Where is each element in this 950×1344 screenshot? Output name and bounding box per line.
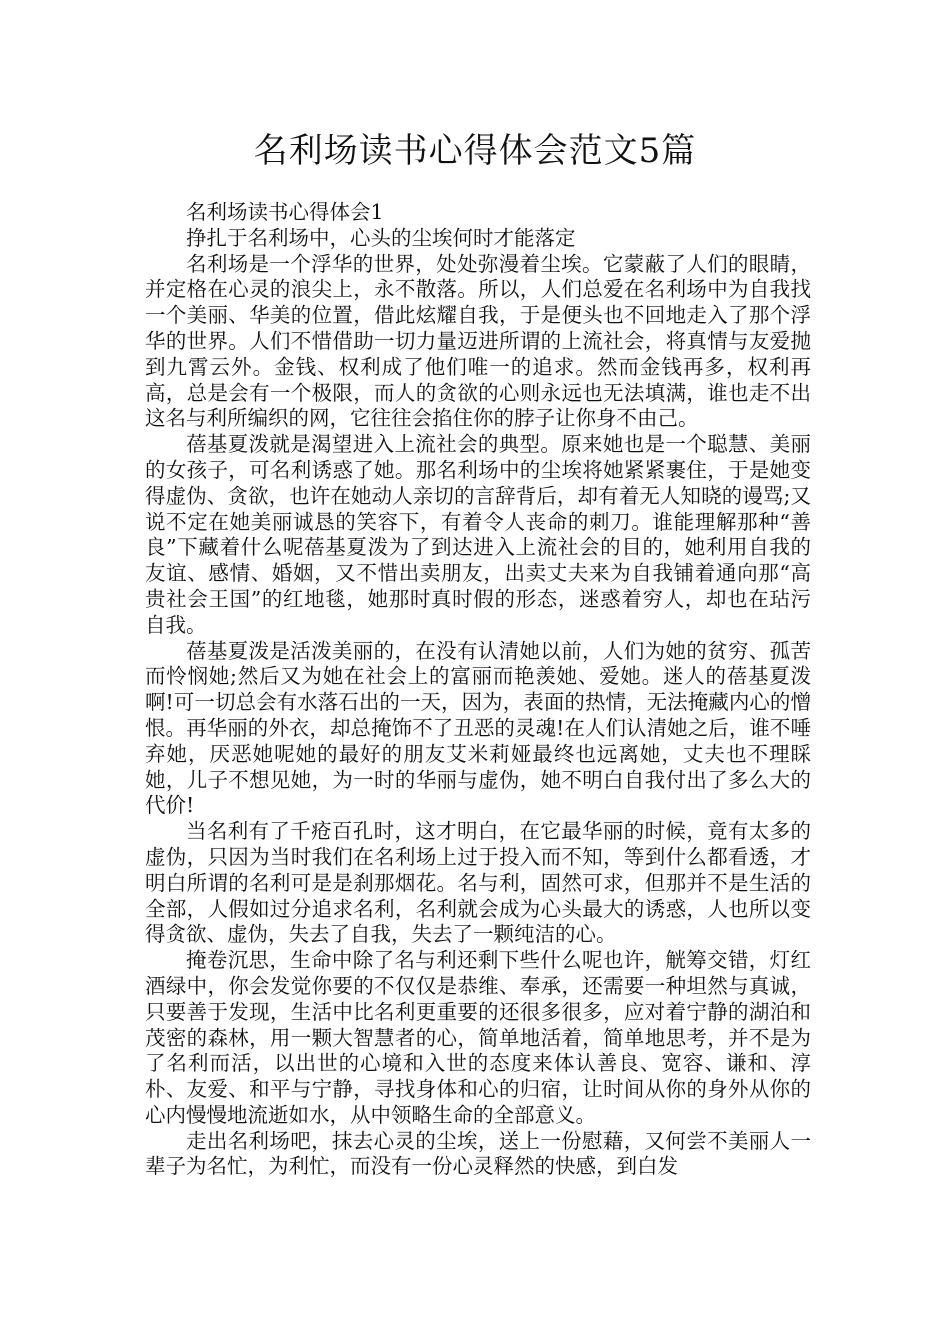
section-subtitle: 挣扎于名利场中，心头的尘埃何时才能落定 [186, 225, 576, 250]
document-body [145, 200, 811, 1180]
paragraph: 名利场是一个浮华的世界，处处弥漫着尘埃。它蒙蔽了人们的眼睛，并定格在心灵的浪尖上，永不散落。所以，人们总爱在名利场中为自我找一个美丽、华美的位置，借此炫耀自我，于是便头也不回地走入了那个浮华的世界。人们不惜借助一切力量迈进所谓的上流社会，将真情与友爱抛到九霄云外。金钱、权利成了他们唯一的追求。然而金钱再多，权利再高，总是会有一个极限，而人的贪欲的心则永远也无法填满，谁也走不出这名与利所编织的网，它往往会掐住你的脖子让你身不由己。 [145, 251, 811, 431]
section-heading: 名利场读书心得体会1 [186, 200, 384, 224]
paragraph: 蓓基夏泼就是渴望进入上流社会的典型。原来她也是一个聪慧、美丽的女孩子，可名利诱惑了她。那名利场中的尘埃将她紧紧裹住，于是她变得虚伪、贪欲，也许在她动人亲切的言辞背后，却有着无人知晓的谩骂;又说不定在她美丽诚恳的笑容下，有着令人丧命的刺刀。谁能理解那种“善良”下藏着什么呢蓓基夏泼为了到达进入上流社会的目的，她利用自我的友谊、感情、婚姻，又不惜出卖朋友，出卖丈夫来为自我铺着通向那“高贵社会王国”的红地毯，她那时真时假的形态，迷惑着穷人，却也在玷污自我。 [145, 432, 811, 637]
paragraph: 蓓基夏泼是活泼美丽的，在没有认清她以前，人们为她的贫穷、孤苦而怜悯她;然后又为她在社会上的富丽而艳羡她、爱她。迷人的蓓基夏泼啊!可一切总会有水落石出的一天，因为，表面的热情，无法掩藏内心的憎恨。再华丽的外衣，却总掩饰不了丑恶的灵魂!在人们认清她之后，谁不唾弃她，厌恶她呢她的最好的朋友艾米莉娅最终也远离她，丈夫也不理睬她，儿子不想见她，为一时的华丽与虚伪，她不明白自我付出了多么大的代价! [145, 638, 811, 818]
paragraph: 当名利有了千疮百孔时，这才明白，在它最华丽的时候，竟有太多的虚伪，只因为当时我们在名利场上过于投入而不知，等到什么都看透，才明白所谓的名利可是是刹那烟花。名与利，固然可求，但那并不是生活的全部，人假如过分追求名利，名利就会成为心头最大的诱惑，人也所以变得贪欲、虚伪，失去了自我，失去了一颗纯洁的心。 [145, 819, 811, 947]
document-title: 名利场读书心得体会范文5篇 [253, 131, 697, 171]
paragraph: 掩卷沉思，生命中除了名与利还剩下些什么呢也许，觥筹交错，灯红酒绿中，你会发觉你要的不仅仅是恭维、奉承，还需要一种坦然与真诚，只要善于发现，生活中比名利更重要的还很多很多，应对着宁静的湖泊和茂密的森林，用一颗大智慧者的心，简单地活着，简单地思考，并不是为了名利而活，以出世的心境和入世的态度来体认善良、宽容、谦和、淳朴、友爱、和平与宁静，寻找身体和心的归宿，让时间从你的身外从你的心内慢慢地流逝如水，从中领略生命的全部意义。 [145, 948, 811, 1127]
paragraph: 走出名利场吧，抹去心灵的尘埃，送上一份慰藉，又何尝不美丽人一辈子为名忙，为利忙，而没有一份心灵释然的快感，到白发 [145, 1128, 811, 1179]
